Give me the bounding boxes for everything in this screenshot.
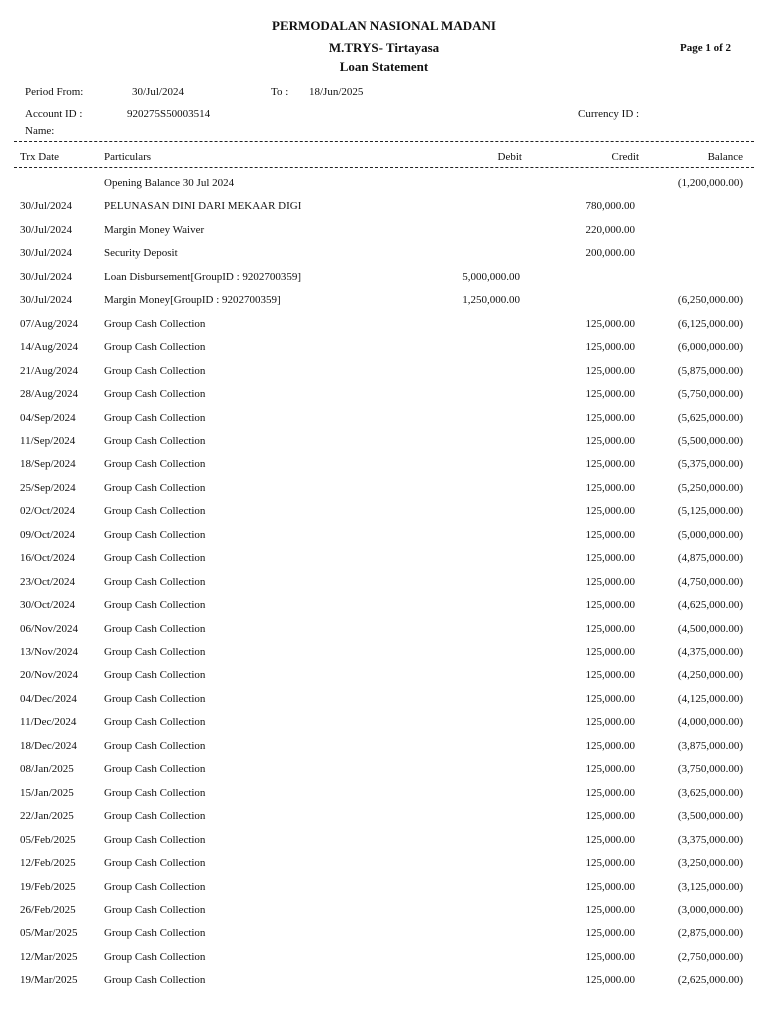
table-row	[0, 693, 768, 711]
cell-trx-date: 06/Nov/2024	[20, 622, 79, 635]
column-header-credit: Credit	[611, 151, 639, 163]
cell-particulars: Group Cash Collection	[104, 646, 206, 658]
period-from-label: Period From:	[25, 86, 84, 98]
cell-balance: (3,375,000.00)	[677, 833, 743, 846]
cell-balance: (5,625,000.00)	[677, 411, 743, 424]
cell-balance: (5,375,000.00)	[677, 458, 743, 471]
cell-trx-date: 30/Oct/2024	[20, 599, 75, 612]
cell-particulars: Group Cash Collection	[104, 458, 206, 471]
cell-trx-date: 13/Nov/2024	[20, 646, 79, 658]
table-row	[0, 669, 768, 687]
cell-particulars: Group Cash Collection	[104, 786, 206, 799]
table-row	[0, 318, 768, 336]
table-row	[0, 740, 768, 758]
cell-trx-date: 04/Dec/2024	[20, 692, 77, 705]
table-row	[0, 482, 768, 500]
cell-credit: 125,000.00	[585, 880, 635, 893]
table-row	[0, 224, 768, 242]
cell-trx-date: 02/Oct/2024	[20, 505, 75, 518]
cell-trx-date: 05/Mar/2025	[20, 927, 78, 940]
column-header-particulars: Particulars	[104, 151, 152, 163]
table-row	[0, 951, 768, 969]
table-row	[0, 857, 768, 875]
cell-particulars: Group Cash Collection	[104, 716, 206, 729]
cell-credit: 125,000.00	[585, 575, 635, 588]
cell-balance: (4,875,000.00)	[677, 552, 743, 565]
cell-trx-date: 22/Jan/2025	[20, 810, 74, 823]
table-row	[0, 177, 768, 195]
cell-trx-date: 09/Oct/2024	[20, 528, 75, 541]
cell-particulars: Group Cash Collection	[104, 528, 206, 541]
cell-particulars: Group Cash Collection	[104, 927, 206, 940]
cell-trx-date: 18/Dec/2024	[20, 739, 77, 752]
cell-credit: 125,000.00	[585, 317, 635, 330]
page-indicator: Page 1 of 2	[680, 42, 732, 54]
cell-credit: 780,000.00	[585, 200, 635, 213]
period-to-label: To :	[271, 86, 289, 98]
cell-trx-date: 18/Sep/2024	[20, 458, 76, 471]
cell-credit: 125,000.00	[585, 669, 635, 682]
company-name: PERMODALAN NASIONAL MADANI	[272, 18, 496, 33]
cell-trx-date: 19/Mar/2025	[20, 974, 78, 987]
column-header-balance: Balance	[707, 151, 743, 163]
cell-balance: (4,250,000.00)	[677, 669, 743, 682]
table-row	[0, 623, 768, 641]
table-row	[0, 646, 768, 664]
cell-particulars: Group Cash Collection	[104, 974, 206, 987]
table-row	[0, 365, 768, 383]
period-from-value: 30/Jul/2024	[132, 86, 184, 98]
table-row	[0, 200, 768, 218]
cell-particulars: Group Cash Collection	[104, 739, 206, 752]
cell-trx-date: 15/Jan/2025	[20, 786, 74, 799]
cell-balance: (3,250,000.00)	[677, 857, 743, 870]
cell-particulars: Security Deposit	[104, 247, 178, 260]
header-top-rule	[14, 141, 754, 142]
cell-balance: (4,500,000.00)	[677, 622, 743, 635]
cell-credit: 125,000.00	[585, 786, 635, 799]
header-bottom-rule	[14, 167, 754, 168]
cell-trx-date: 30/Jul/2024	[20, 270, 72, 283]
cell-credit: 200,000.00	[585, 247, 635, 260]
cell-particulars: Group Cash Collection	[104, 880, 206, 893]
cell-balance: (4,625,000.00)	[677, 599, 743, 612]
cell-credit: 125,000.00	[585, 763, 635, 776]
cell-balance: (6,250,000.00)	[677, 294, 743, 307]
cell-particulars: Group Cash Collection	[104, 388, 206, 401]
cell-balance: (2,625,000.00)	[677, 974, 743, 987]
cell-balance: (4,000,000.00)	[677, 716, 743, 729]
cell-credit: 125,000.00	[585, 599, 635, 612]
table-row	[0, 458, 768, 476]
cell-balance: (3,500,000.00)	[677, 810, 743, 823]
cell-trx-date: 23/Oct/2024	[20, 575, 75, 588]
cell-particulars: Group Cash Collection	[104, 552, 206, 565]
table-row	[0, 927, 768, 945]
cell-balance: (4,125,000.00)	[677, 692, 743, 705]
account-id-value: 920275S50003514	[127, 108, 211, 120]
cell-particulars: Group Cash Collection	[104, 857, 206, 870]
cell-particulars: Group Cash Collection	[104, 434, 206, 447]
cell-credit: 125,000.00	[585, 833, 635, 846]
account-id-label: Account ID :	[25, 108, 83, 120]
cell-trx-date: 05/Feb/2025	[20, 833, 76, 846]
cell-particulars: Group Cash Collection	[104, 950, 206, 963]
branch-name: M.TRYS- Tirtayasa	[328, 40, 440, 55]
cell-trx-date: 12/Feb/2025	[20, 857, 76, 870]
cell-particulars: Group Cash Collection	[104, 810, 206, 823]
cell-trx-date: 11/Dec/2024	[20, 716, 77, 729]
cell-particulars: Group Cash Collection	[104, 622, 206, 635]
cell-credit: 125,000.00	[585, 950, 635, 963]
column-header-debit: Debit	[497, 151, 522, 163]
cell-trx-date: 26/Feb/2025	[20, 903, 76, 916]
cell-credit: 125,000.00	[585, 903, 635, 916]
table-row	[0, 552, 768, 570]
cell-balance: (6,000,000.00)	[677, 341, 743, 354]
cell-trx-date: 25/Sep/2024	[20, 481, 76, 494]
cell-credit: 125,000.00	[585, 622, 635, 635]
cell-credit: 125,000.00	[585, 528, 635, 541]
cell-trx-date: 19/Feb/2025	[20, 880, 76, 893]
cell-balance: (5,875,000.00)	[677, 364, 743, 377]
cell-debit: 5,000,000.00	[462, 270, 520, 283]
cell-particulars: Loan Disbursement[GroupID : 9202700359]	[104, 270, 302, 283]
cell-balance: (2,750,000.00)	[677, 950, 743, 963]
cell-particulars: Group Cash Collection	[104, 903, 206, 916]
cell-balance: (4,375,000.00)	[677, 646, 743, 658]
cell-trx-date: 20/Nov/2024	[20, 669, 79, 682]
cell-credit: 125,000.00	[585, 646, 635, 658]
cell-trx-date: 11/Sep/2024	[20, 434, 76, 447]
cell-balance: (6,125,000.00)	[677, 317, 743, 330]
table-row	[0, 787, 768, 805]
table-row	[0, 435, 768, 453]
cell-particulars: Group Cash Collection	[104, 599, 206, 612]
table-row	[0, 810, 768, 828]
name-label: Name:	[25, 125, 55, 137]
table-row	[0, 505, 768, 523]
cell-balance: (2,875,000.00)	[677, 927, 743, 940]
cell-balance: (3,625,000.00)	[677, 786, 743, 799]
cell-trx-date: 21/Aug/2024	[20, 364, 79, 377]
cell-balance: (4,750,000.00)	[677, 575, 743, 588]
cell-credit: 125,000.00	[585, 341, 635, 354]
table-row	[0, 247, 768, 265]
cell-credit: 125,000.00	[585, 458, 635, 471]
cell-balance: (5,750,000.00)	[677, 388, 743, 401]
cell-credit: 125,000.00	[585, 434, 635, 447]
cell-trx-date: 07/Aug/2024	[20, 317, 79, 330]
cell-balance: (5,250,000.00)	[677, 481, 743, 494]
table-row	[0, 412, 768, 430]
table-row	[0, 904, 768, 922]
cell-trx-date: 14/Aug/2024	[20, 341, 79, 354]
cell-particulars: Group Cash Collection	[104, 411, 206, 424]
cell-trx-date: 30/Jul/2024	[20, 247, 72, 260]
cell-credit: 125,000.00	[585, 505, 635, 518]
table-row	[0, 834, 768, 852]
cell-particulars: Margin Money Waiver	[104, 223, 205, 236]
table-row	[0, 529, 768, 547]
table-row	[0, 881, 768, 899]
cell-credit: 125,000.00	[585, 364, 635, 377]
table-row	[0, 271, 768, 289]
table-row	[0, 388, 768, 406]
cell-credit: 125,000.00	[585, 810, 635, 823]
cell-credit: 125,000.00	[585, 739, 635, 752]
cell-credit: 125,000.00	[585, 716, 635, 729]
table-row	[0, 294, 768, 312]
cell-trx-date: 12/Mar/2025	[20, 950, 78, 963]
cell-credit: 125,000.00	[585, 411, 635, 424]
cell-credit: 125,000.00	[585, 974, 635, 987]
cell-balance: (5,000,000.00)	[677, 528, 743, 541]
cell-trx-date: 30/Jul/2024	[20, 223, 72, 236]
cell-balance: (5,500,000.00)	[677, 434, 743, 447]
cell-balance: (1,200,000.00)	[677, 177, 743, 189]
cell-credit: 125,000.00	[585, 692, 635, 705]
cell-particulars: Group Cash Collection	[104, 692, 206, 705]
currency-id-label: Currency ID :	[578, 108, 640, 120]
cell-credit: 125,000.00	[585, 927, 635, 940]
table-row	[0, 974, 768, 992]
cell-trx-date: 30/Jul/2024	[20, 294, 72, 307]
cell-debit: 1,250,000.00	[462, 294, 520, 307]
cell-credit: 220,000.00	[585, 223, 635, 236]
cell-credit: 125,000.00	[585, 481, 635, 494]
cell-balance: (3,000,000.00)	[677, 903, 743, 916]
cell-particulars: Group Cash Collection	[104, 833, 206, 846]
cell-trx-date: 28/Aug/2024	[20, 388, 79, 401]
period-to-value: 18/Jun/2025	[309, 86, 364, 98]
table-row	[0, 576, 768, 594]
table-row	[0, 599, 768, 617]
cell-trx-date: 16/Oct/2024	[20, 552, 75, 565]
table-row	[0, 763, 768, 781]
cell-credit: 125,000.00	[585, 857, 635, 870]
cell-trx-date: 30/Jul/2024	[20, 200, 72, 213]
table-row	[0, 716, 768, 734]
cell-particulars: Group Cash Collection	[104, 763, 206, 776]
cell-particulars: Group Cash Collection	[104, 317, 206, 330]
table-row	[0, 341, 768, 359]
cell-particulars: Opening Balance 30 Jul 2024	[104, 177, 235, 189]
cell-particulars: Group Cash Collection	[104, 481, 206, 494]
column-header-date: Trx Date	[20, 151, 60, 163]
cell-balance: (3,875,000.00)	[677, 739, 743, 752]
cell-trx-date: 08/Jan/2025	[20, 763, 74, 776]
cell-credit: 125,000.00	[585, 552, 635, 565]
cell-trx-date: 04/Sep/2024	[20, 411, 76, 424]
cell-particulars: Group Cash Collection	[104, 505, 206, 518]
cell-particulars: Group Cash Collection	[104, 341, 206, 354]
cell-balance: (3,750,000.00)	[677, 763, 743, 776]
cell-particulars: Group Cash Collection	[104, 669, 206, 682]
cell-balance: (3,125,000.00)	[677, 880, 743, 893]
document-title: Loan Statement	[339, 59, 429, 74]
cell-balance: (5,125,000.00)	[677, 505, 743, 518]
cell-particulars: Group Cash Collection	[104, 575, 206, 588]
cell-particulars: PELUNASAN DINI DARI MEKAAR DIGI	[104, 200, 302, 213]
cell-credit: 125,000.00	[585, 388, 635, 401]
cell-particulars: Group Cash Collection	[104, 364, 206, 377]
cell-particulars: Margin Money[GroupID : 9202700359]	[104, 294, 281, 307]
